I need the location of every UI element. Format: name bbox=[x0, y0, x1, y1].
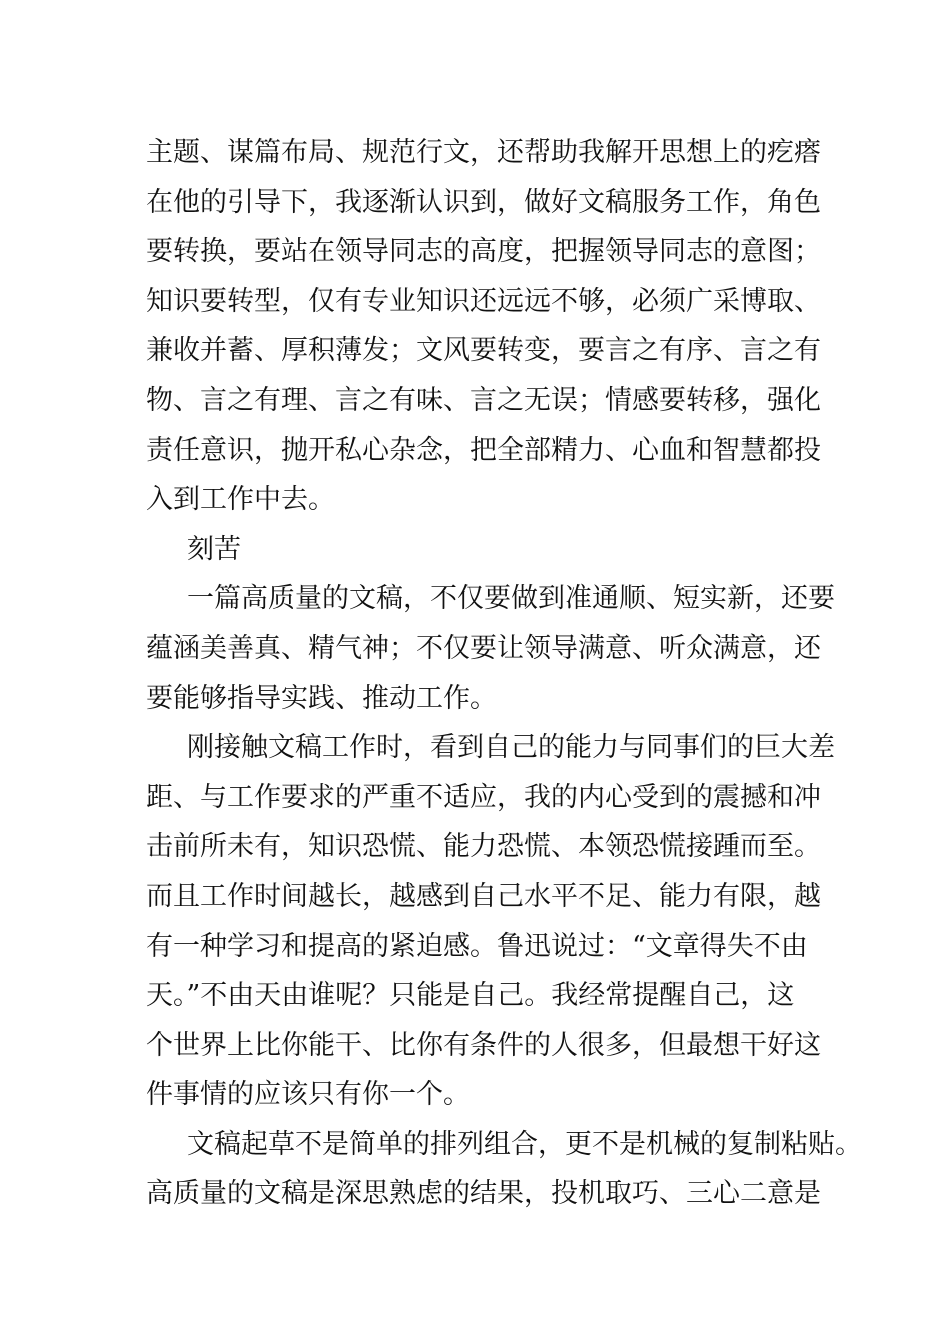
text-line: 刚接触文稿工作时，看到自己的能力与同事们的巨大差 bbox=[187, 732, 835, 764]
document-body bbox=[146, 128, 862, 1219]
text-line: 蕴涵美善真、精气神；不仅要让领导满意、听众满意，还 bbox=[146, 632, 821, 664]
section-heading: 刻苦 bbox=[187, 533, 241, 565]
text-line: 击前所未有，知识恐慌、能力恐慌、本领恐慌接踵而至。 bbox=[146, 831, 821, 863]
text-line: 件事情的应该只有你一个。 bbox=[146, 1079, 470, 1111]
text-line: 兼收并蓄、厚积薄发；文风要转变，要言之有序、言之有 bbox=[146, 335, 821, 367]
text-line: 责任意识，抛开私心杂念，把全部精力、心血和智慧都投 bbox=[146, 434, 821, 466]
text-line: 要能够指导实践、推动工作。 bbox=[146, 682, 497, 714]
text-line: 而且工作时间越长，越感到自己水平不足、能力有限，越 bbox=[146, 880, 821, 912]
text-line: 知识要转型，仅有专业知识还远远不够，必须广采博取、 bbox=[146, 285, 821, 317]
text-line: 有一种学习和提高的紧迫感。鲁迅说过：“文章得失不由 bbox=[146, 930, 808, 962]
text-line: 天。”不由天由谁呢？只能是自己。我经常提醒自己，这 bbox=[146, 980, 795, 1012]
text-line: 主题、谋篇布局、规范行文，还帮助我解开思想上的疙瘩 bbox=[146, 137, 821, 168]
text-line: 物、言之有理、言之有味、言之无误；情感要转移，强化 bbox=[146, 384, 821, 416]
text-line: 要转换，要站在领导同志的高度，把握领导同志的意图； bbox=[146, 236, 821, 268]
text-line: 一篇高质量的文稿，不仅要做到准通顺、短实新，还要 bbox=[187, 583, 835, 615]
text-line: 个世界上比你能干、比你有条件的人很多，但最想干好这 bbox=[146, 1029, 821, 1061]
text-line: 文稿起草不是简单的排列组合，更不是机械的复制粘贴。 bbox=[187, 1128, 862, 1160]
text-line: 入到工作中去。 bbox=[146, 484, 335, 516]
text-line: 在他的引导下，我逐渐认识到，做好文稿服务工作，角色 bbox=[146, 186, 821, 218]
text-line: 距、与工作要求的严重不适应，我的内心受到的震撼和冲 bbox=[146, 781, 821, 813]
text-line: 高质量的文稿是深思熟虑的结果，投机取巧、三心二意是 bbox=[146, 1178, 821, 1210]
